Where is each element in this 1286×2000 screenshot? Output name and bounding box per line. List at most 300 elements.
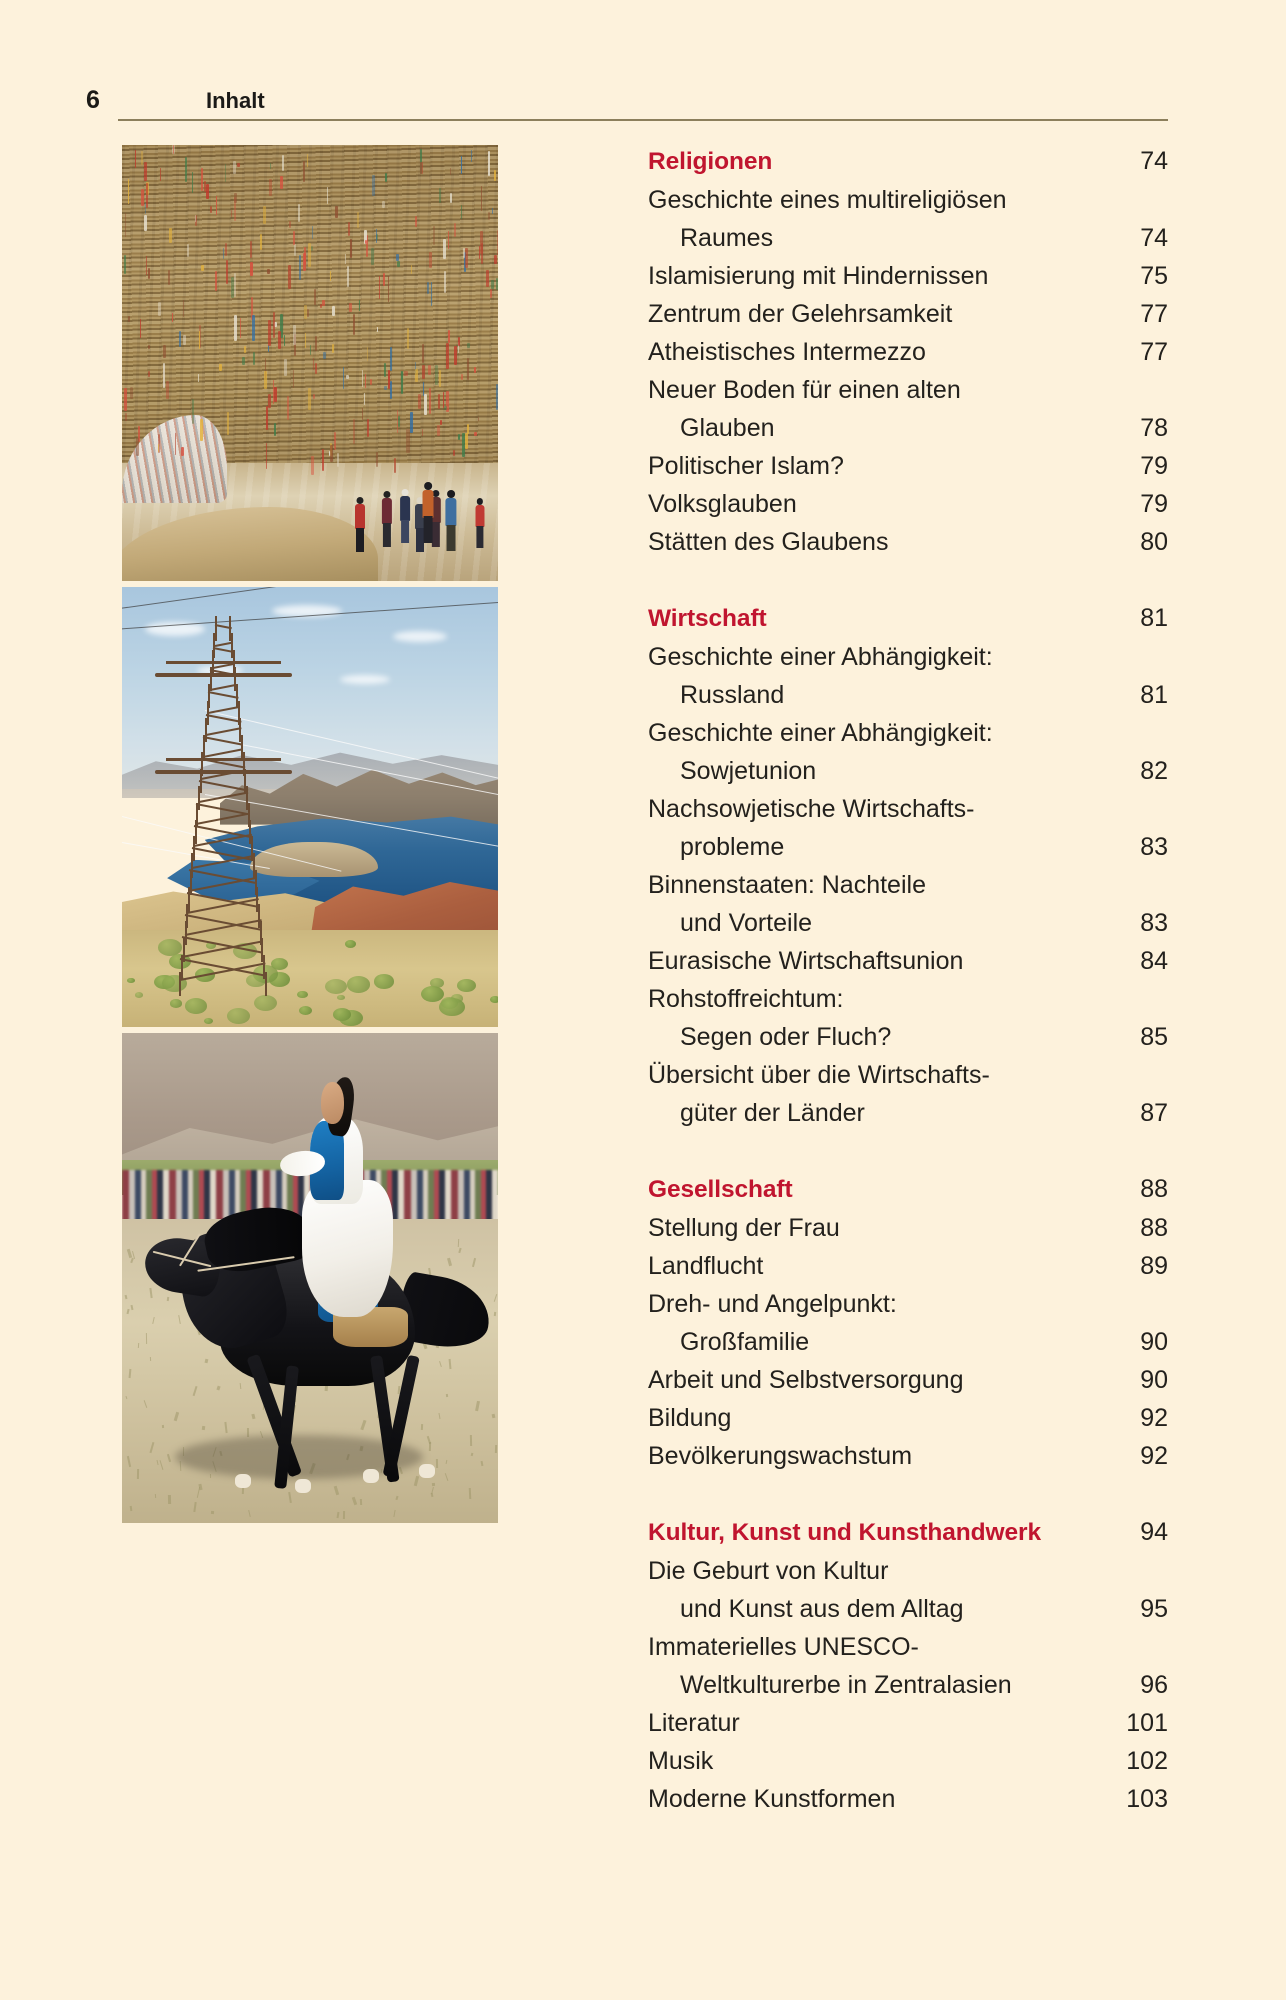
rag-strip	[390, 381, 392, 399]
toc-entry[interactable]	[648, 942, 1168, 980]
toc-entry-page: 101	[1126, 1709, 1168, 1737]
rag-strip	[322, 449, 324, 471]
toc-entry-label: Übersicht über die Wirtschafts-	[648, 1061, 990, 1089]
rag-strip	[166, 381, 168, 399]
rag-strip	[383, 273, 385, 286]
bush	[439, 998, 464, 1016]
rag-strip	[492, 208, 493, 215]
toc-entry-label: Sowjetunion	[680, 757, 817, 785]
visitor-figure	[381, 491, 391, 550]
visitor-body	[400, 496, 410, 521]
toc-heading-kultur-kunst-kunsthandwerk[interactable]	[648, 1513, 1168, 1552]
bush	[421, 986, 444, 1002]
rag-strip	[179, 331, 181, 346]
rag-strip	[130, 387, 133, 399]
rag-strip	[330, 271, 332, 281]
rag-strip	[424, 394, 427, 415]
rag-strip	[463, 248, 465, 258]
rag-strip	[307, 154, 308, 168]
toc-entry-label: Islamisierung mit Hindernissen	[648, 262, 989, 290]
pylon-strut	[192, 855, 255, 869]
toc-entry-page: 80	[1140, 528, 1168, 556]
rag-strip	[461, 205, 462, 219]
rag-strip	[234, 193, 237, 203]
toc-entry-label: Die Geburt von Kultur	[648, 1557, 889, 1585]
grass-tuft	[468, 1488, 470, 1499]
visitor-head	[383, 491, 390, 498]
visitor-body	[445, 498, 456, 526]
rag-strip	[268, 394, 271, 408]
toc-entry-page: 102	[1126, 1747, 1168, 1775]
pylon-strut	[180, 958, 266, 977]
rag-strip	[146, 256, 147, 275]
rag-strip	[175, 433, 176, 455]
rag-strip	[158, 444, 159, 452]
rag-strip	[216, 196, 217, 215]
rag-strip	[444, 271, 446, 293]
grass-tuft	[395, 1495, 398, 1499]
rag-strip	[365, 240, 367, 245]
rag-strip	[237, 163, 239, 167]
rag-strip	[135, 150, 136, 168]
rag-strip	[433, 226, 435, 246]
pylon-strut	[208, 706, 239, 714]
rag-strip	[443, 239, 446, 259]
rag-strip	[250, 262, 253, 276]
toc-heading-label: Kultur, Kunst und Kunsthandwerk	[648, 1519, 1041, 1546]
grass-tuft	[458, 1239, 459, 1247]
grass-tuft	[201, 1426, 205, 1431]
visitor-head	[447, 490, 455, 498]
rag-strip	[486, 270, 489, 286]
grass-tuft	[150, 1357, 151, 1361]
rag-strip	[332, 344, 334, 353]
toc-entry[interactable]	[648, 714, 1168, 752]
cloud	[393, 631, 447, 642]
rag-strip	[384, 363, 386, 377]
toc-entry-label: Arbeit und Selbstversorgung	[648, 1366, 964, 1394]
rag-strip	[367, 419, 369, 437]
rag-strip	[406, 429, 409, 454]
rag-strip	[478, 417, 479, 422]
rag-strip	[201, 168, 203, 191]
rag-strip	[204, 181, 207, 192]
toc-entry[interactable]	[648, 485, 1168, 523]
toc-entry-label: und Kunst aus dem Alltag	[680, 1595, 964, 1623]
power-pylon-reservoir-photo	[122, 587, 498, 1027]
rag-strip	[280, 314, 283, 338]
toc-entry-label: Bevölkerungswachstum	[648, 1442, 913, 1470]
toc-entry[interactable]	[648, 447, 1168, 485]
visitor-figure	[400, 489, 410, 546]
rag-strip	[215, 271, 216, 291]
rag-strip	[422, 344, 423, 363]
toc-entry-page: 90	[1140, 1328, 1168, 1356]
rag-strip	[234, 273, 237, 297]
rag-strip	[141, 189, 144, 206]
rag-strip	[303, 161, 305, 182]
toc-heading-label: Gesellschaft	[648, 1176, 793, 1203]
rag-strip	[231, 277, 234, 298]
rag-strip	[382, 201, 385, 209]
horse-hoof	[419, 1464, 435, 1478]
rag-strip	[480, 231, 482, 254]
toc-heading-wirtschaft[interactable]	[648, 599, 1168, 638]
toc-entry-label: Rohstoffreichtum:	[648, 985, 844, 1013]
toc-entry[interactable]	[648, 1056, 1168, 1094]
visitor-head	[424, 482, 432, 490]
toc-entry-page: 74	[1140, 224, 1168, 252]
rag-strip	[307, 309, 309, 317]
toc-entry[interactable]	[648, 523, 1168, 561]
toc-entry-page: 78	[1140, 414, 1168, 442]
toc-entry[interactable]	[648, 1666, 1168, 1704]
toc-entry[interactable]	[648, 409, 1168, 447]
toc-entry[interactable]	[648, 295, 1168, 333]
bush	[333, 1008, 352, 1021]
toc-entry[interactable]	[648, 1742, 1168, 1780]
rag-strip	[310, 345, 311, 355]
toc-entry[interactable]	[648, 1247, 1168, 1285]
rag-strip	[128, 179, 129, 205]
rag-strip	[274, 423, 275, 436]
rag-strip	[490, 289, 492, 298]
pylon-strut	[203, 748, 243, 758]
toc-entry-label: Glauben	[680, 414, 775, 442]
toc-entry-label: Bildung	[648, 1404, 732, 1432]
rag-strip	[385, 173, 387, 182]
grass-tuft	[342, 1511, 344, 1519]
rag-strip	[415, 369, 418, 382]
rag-strip	[453, 450, 455, 457]
toc-entry-label: Dreh- und Angelpunkt:	[648, 1290, 897, 1318]
visitor-legs	[424, 516, 433, 542]
rag-strip	[294, 244, 296, 256]
toc-section-kultur-kunst-kunsthandwerk	[648, 1513, 1168, 1818]
rag-strip	[183, 335, 185, 345]
rag-strip	[362, 408, 363, 421]
rag-strip	[461, 374, 462, 380]
toc-entry-label: Neuer Boden für einen alten	[648, 376, 961, 404]
rag-strip	[494, 170, 495, 181]
toc-entry-page: 87	[1140, 1099, 1168, 1127]
toc-entry-label: Landflucht	[648, 1252, 764, 1280]
rag-strip	[404, 371, 407, 376]
bush	[227, 1008, 250, 1024]
rag-strip	[144, 215, 147, 230]
toc-entry[interactable]	[648, 1323, 1168, 1361]
toc-entry-label: probleme	[680, 833, 785, 861]
rag-strip	[420, 162, 423, 174]
toc-entry[interactable]	[648, 219, 1168, 257]
toc-entry-page: 89	[1140, 1252, 1168, 1280]
toc-entry-label: Politischer Islam?	[648, 452, 844, 480]
photo-column	[122, 145, 498, 1523]
pylon-strut	[194, 834, 252, 847]
toc-entry-label: Volksglauben	[648, 490, 797, 518]
rag-strip	[219, 364, 222, 371]
grass-tuft	[432, 1482, 435, 1485]
toc-entry[interactable]	[648, 1285, 1168, 1323]
pylon-strut	[192, 847, 255, 861]
toc-entry-label: Eurasische Wirtschaftsunion	[648, 947, 964, 975]
rag-strip	[439, 370, 441, 387]
toc-entry-page: 96	[1140, 1671, 1168, 1699]
pylon-strut	[205, 714, 240, 723]
pylon-strut	[198, 791, 247, 802]
rag-strip	[125, 213, 126, 237]
rag-strip	[304, 247, 306, 265]
rag-strip	[163, 345, 166, 359]
pylon-strut	[166, 758, 280, 761]
rag-strip	[200, 419, 203, 441]
rag-strip	[407, 328, 409, 349]
visitor-figure	[423, 482, 434, 546]
rag-strip	[491, 280, 493, 289]
rag-strip	[172, 313, 173, 323]
rag-strip	[454, 346, 457, 365]
visitor-legs	[382, 523, 390, 547]
toc-entry[interactable]	[648, 1018, 1168, 1056]
toc-entry[interactable]	[648, 1704, 1168, 1742]
electricity-pylon	[152, 600, 295, 1005]
rag-strip	[287, 396, 289, 419]
toc-heading-page: 74	[1140, 147, 1168, 175]
rag-strip	[422, 365, 425, 379]
toc-entry-label: Russland	[680, 681, 785, 709]
toc-entry[interactable]	[648, 371, 1168, 409]
rag-strip	[158, 302, 161, 316]
rag-strip	[401, 371, 404, 394]
rag-strip	[450, 193, 452, 202]
bush	[490, 996, 498, 1003]
rag-strip	[187, 244, 189, 257]
rag-strip	[192, 399, 194, 424]
table-of-contents	[648, 142, 1168, 1818]
rag-strip	[226, 260, 228, 284]
grass-tuft	[494, 1445, 496, 1453]
toc-entry[interactable]	[648, 676, 1168, 714]
toc-entry[interactable]	[648, 1437, 1168, 1475]
rag-strip	[371, 248, 373, 265]
toc-entry[interactable]	[648, 1094, 1168, 1132]
toc-entry-page: 103	[1126, 1785, 1168, 1813]
bush	[347, 976, 370, 992]
rag-strip	[474, 367, 476, 373]
toc-entry-label: Großfamilie	[680, 1328, 810, 1356]
rag-strip	[410, 412, 413, 433]
pylon-strut	[210, 684, 236, 691]
rag-strip	[282, 155, 284, 172]
toc-entry-label: Literatur	[648, 1709, 740, 1737]
rag-strip	[250, 241, 252, 258]
rag-strip	[337, 453, 339, 468]
grass-tuft	[210, 1511, 213, 1514]
rag-strip	[315, 336, 317, 351]
rag-strip	[454, 223, 456, 237]
rag-strip	[474, 432, 477, 437]
toc-entry[interactable]	[648, 1780, 1168, 1818]
toc-entry-label: Stellung der Frau	[648, 1214, 840, 1242]
toc-entry[interactable]	[648, 638, 1168, 676]
toc-entry-label: Geschichte einer Abhängigkeit:	[648, 643, 993, 671]
toc-entry-label: Musik	[648, 1747, 714, 1775]
grass-tuft	[137, 1343, 138, 1348]
rag-strip	[181, 447, 183, 456]
rag-strip	[173, 145, 174, 154]
toc-entry-page: 83	[1140, 833, 1168, 861]
toc-heading-gesellschaft[interactable]	[648, 1170, 1168, 1209]
visitor-figure	[355, 497, 365, 555]
toc-entry[interactable]	[648, 1590, 1168, 1628]
bush	[337, 995, 345, 1000]
bush	[204, 1018, 213, 1024]
rag-strip	[415, 216, 416, 227]
rag-strip	[293, 370, 294, 387]
pylon-strut	[155, 770, 292, 774]
visitor-legs	[356, 528, 364, 552]
rag-strip	[268, 320, 271, 346]
toc-entry[interactable]	[648, 904, 1168, 942]
rag-strip	[225, 243, 227, 255]
rag-strip	[298, 204, 299, 223]
pylon-strut	[208, 691, 239, 699]
rag-strip	[260, 234, 262, 251]
rag-strip	[439, 188, 441, 204]
rag-strip	[144, 162, 147, 181]
toc-entry-page: 95	[1140, 1595, 1168, 1623]
grass-tuft	[210, 1474, 211, 1478]
rag-strip	[345, 254, 346, 264]
rag-strip	[465, 248, 467, 268]
toc-entry-page: 82	[1140, 757, 1168, 785]
rag-strip	[367, 347, 368, 361]
rider-head	[321, 1082, 344, 1124]
rag-strip	[444, 406, 447, 410]
toc-entry[interactable]	[648, 257, 1168, 295]
visitor-body	[355, 504, 365, 529]
rag-strip	[357, 212, 360, 228]
toc-entry[interactable]	[648, 1628, 1168, 1666]
rag-strip	[242, 357, 245, 364]
rag-strip	[384, 386, 387, 390]
toc-entry[interactable]	[648, 866, 1168, 904]
running-head	[86, 86, 1168, 122]
rag-strip	[168, 270, 169, 285]
rag-strip	[347, 266, 349, 288]
bush	[135, 992, 143, 998]
rag-strip	[394, 458, 397, 474]
toc-heading-page: 81	[1140, 604, 1168, 632]
visitor-figure	[445, 490, 456, 555]
toc-entry-label: Binnenstaaten: Nachteile	[648, 871, 926, 899]
toc-heading-religionen[interactable]	[648, 142, 1168, 181]
toc-entry[interactable]	[648, 980, 1168, 1018]
rag-strip	[467, 358, 470, 380]
toc-entry-label: Geschichte einer Abhängigkeit:	[648, 719, 993, 747]
toc-entry-label: Atheistisches Intermezzo	[648, 338, 926, 366]
rag-strip	[148, 371, 150, 377]
grass-tuft	[162, 1425, 164, 1428]
rag-strip	[234, 315, 237, 341]
rag-strip	[278, 331, 281, 350]
pylon-strut	[203, 736, 243, 746]
rag-strip	[390, 347, 392, 371]
rag-strip	[313, 394, 314, 399]
rag-strip	[252, 315, 254, 341]
rag-strip	[429, 252, 431, 269]
rag-strip	[488, 212, 490, 220]
toc-entry-label: güter der Länder	[680, 1099, 865, 1127]
rag-strip	[330, 445, 333, 462]
rag-strip	[397, 261, 400, 267]
pylon-strut	[196, 812, 250, 824]
grass-tuft	[137, 1469, 140, 1479]
rag-strip	[264, 371, 267, 389]
toc-heading-label: Wirtschaft	[648, 605, 767, 632]
toc-section-gesellschaft	[648, 1170, 1168, 1475]
rag-strip	[372, 175, 375, 196]
rag-strip	[233, 161, 236, 174]
rag-strip	[314, 289, 316, 306]
toc-entry-label: und Vorteile	[680, 909, 813, 937]
toc-entry[interactable]	[648, 1361, 1168, 1399]
toc-entry-label: Moderne Kunstformen	[648, 1785, 896, 1813]
toc-entry-label: Nachsowjetische Wirtschafts-	[648, 795, 975, 823]
visitor-body	[423, 490, 434, 518]
toc-heading-page: 94	[1140, 1518, 1168, 1546]
rag-strip	[253, 352, 254, 365]
visitor-head	[402, 489, 409, 496]
toc-entry[interactable]	[648, 828, 1168, 866]
toc-entry-page: 81	[1140, 681, 1168, 709]
rag-strip	[315, 363, 317, 374]
toc-entry[interactable]	[648, 333, 1168, 371]
visitor-body	[475, 505, 484, 528]
visitor-legs	[401, 520, 409, 544]
toc-entry[interactable]	[648, 752, 1168, 790]
grass-tuft	[168, 1495, 171, 1504]
toc-entry-label: Raumes	[680, 224, 774, 252]
toc-entry-page: 88	[1140, 1214, 1168, 1242]
horse-hoof	[235, 1474, 251, 1488]
toc-entry[interactable]	[648, 1399, 1168, 1437]
rag-strip	[269, 179, 272, 195]
toc-entry[interactable]	[648, 181, 1168, 219]
rag-strip	[311, 456, 314, 476]
toc-entry[interactable]	[648, 1552, 1168, 1590]
rag-strip	[125, 413, 127, 421]
rag-strip	[284, 335, 285, 347]
toc-entry[interactable]	[648, 1209, 1168, 1247]
rag-strip	[266, 406, 268, 430]
toc-entry[interactable]	[648, 790, 1168, 828]
bush	[374, 974, 394, 988]
rag-strip	[169, 228, 171, 243]
rag-strip	[183, 300, 184, 316]
rag-strip	[448, 330, 450, 344]
grass-tuft	[239, 1383, 241, 1389]
toc-section-religionen	[648, 142, 1168, 561]
toc-entry-page: 92	[1140, 1404, 1168, 1432]
grass-tuft	[436, 1459, 438, 1468]
toc-entry-page: 77	[1140, 338, 1168, 366]
toc-entry-label: Segen oder Fluch?	[680, 1023, 892, 1051]
rag-strip	[288, 265, 291, 289]
rag-strip	[128, 316, 130, 322]
rag-strip	[496, 384, 498, 410]
rag-strip	[428, 365, 431, 376]
